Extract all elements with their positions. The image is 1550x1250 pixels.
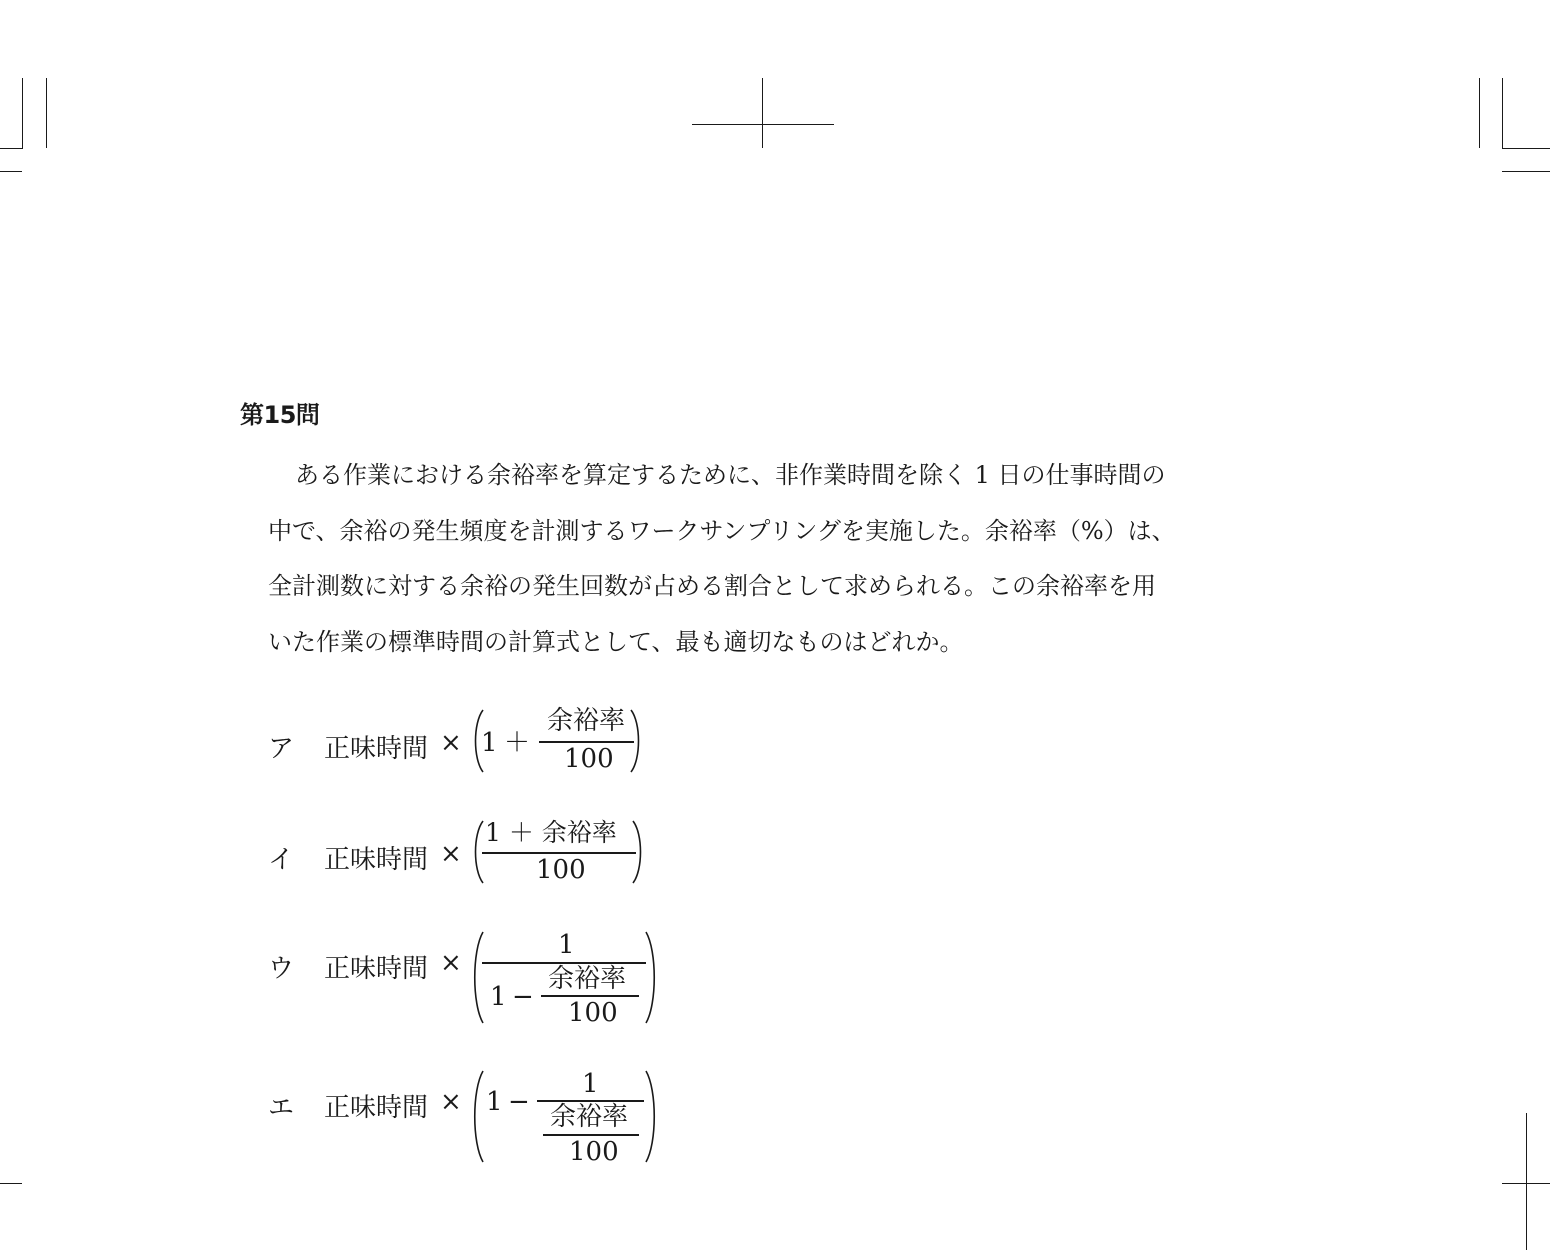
formula-one: 1 xyxy=(481,728,498,758)
crop-mark xyxy=(1526,1113,1527,1250)
crop-mark xyxy=(1502,1183,1550,1184)
crop-mark xyxy=(1502,171,1550,172)
crop-mark xyxy=(0,148,23,149)
formula-operator: ＋ xyxy=(504,728,531,758)
fraction-bar xyxy=(539,741,634,743)
choice-stem: 正味時間 xyxy=(324,734,429,764)
question-text xyxy=(268,448,1288,670)
right-paren xyxy=(643,931,659,1024)
times-symbol: × xyxy=(440,728,462,758)
inner-denominator: 100 xyxy=(569,1137,619,1167)
crop-mark xyxy=(692,124,834,125)
crop-mark xyxy=(0,1183,22,1184)
question-line: 全計測数に対する余裕の発生回数が占める割合として求められる。この余裕率を用 xyxy=(268,572,1156,600)
question-title: 第15問 xyxy=(240,401,320,429)
inner-numerator: 余裕率 xyxy=(548,964,627,994)
question-line: いた作業の標準時間の計算式として、最も適切なものはどれか。 xyxy=(268,627,964,656)
times-symbol: × xyxy=(440,948,462,978)
formula-one: 1 xyxy=(486,1087,503,1117)
right-paren xyxy=(628,709,644,773)
crop-mark xyxy=(0,171,22,172)
choice-label: イ xyxy=(268,845,295,875)
formula-operator: − xyxy=(512,982,534,1012)
choice-label: ウ xyxy=(268,954,295,984)
formula-one: 1 xyxy=(490,982,507,1012)
choice-label: ア xyxy=(268,734,295,764)
inner-denominator: 100 xyxy=(568,998,618,1028)
fraction-denominator: 100 xyxy=(536,855,586,885)
choice-stem: 正味時間 xyxy=(324,954,429,984)
crop-mark xyxy=(1502,78,1503,148)
crop-mark xyxy=(46,78,47,148)
inner-fraction-bar xyxy=(541,995,639,997)
question-line: ある作業における余裕率を算定するために、非作業時間を除く 1 日の仕事時間の xyxy=(295,461,1166,489)
fraction-numerator: 1 xyxy=(558,930,575,960)
crop-mark xyxy=(1479,78,1480,148)
right-paren xyxy=(630,820,646,884)
choice-label: エ xyxy=(268,1093,295,1123)
crop-mark xyxy=(762,78,763,148)
question-line: 中で、余裕の発生頻度を計測するワークサンプリングを実施した。余裕率（%）は、 xyxy=(268,516,1176,545)
right-paren xyxy=(643,1070,659,1163)
fraction-numerator: 1 ＋ 余裕率 xyxy=(485,818,617,847)
crop-mark xyxy=(22,78,23,148)
crop-mark xyxy=(1502,148,1550,149)
inner-numerator: 余裕率 xyxy=(550,1102,629,1132)
choice-stem: 正味時間 xyxy=(324,1093,429,1123)
fraction-bar xyxy=(482,852,636,854)
choice-stem: 正味時間 xyxy=(324,845,429,875)
fraction-denominator: 100 xyxy=(564,744,614,774)
left-paren xyxy=(470,931,486,1024)
times-symbol: × xyxy=(440,1087,462,1117)
inner-fraction-bar xyxy=(543,1134,639,1136)
fraction-numerator: 余裕率 xyxy=(547,706,626,736)
times-symbol: × xyxy=(440,839,462,869)
formula-operator: − xyxy=(508,1087,530,1117)
fraction-numerator: 1 xyxy=(582,1069,599,1099)
left-paren xyxy=(470,1070,486,1163)
